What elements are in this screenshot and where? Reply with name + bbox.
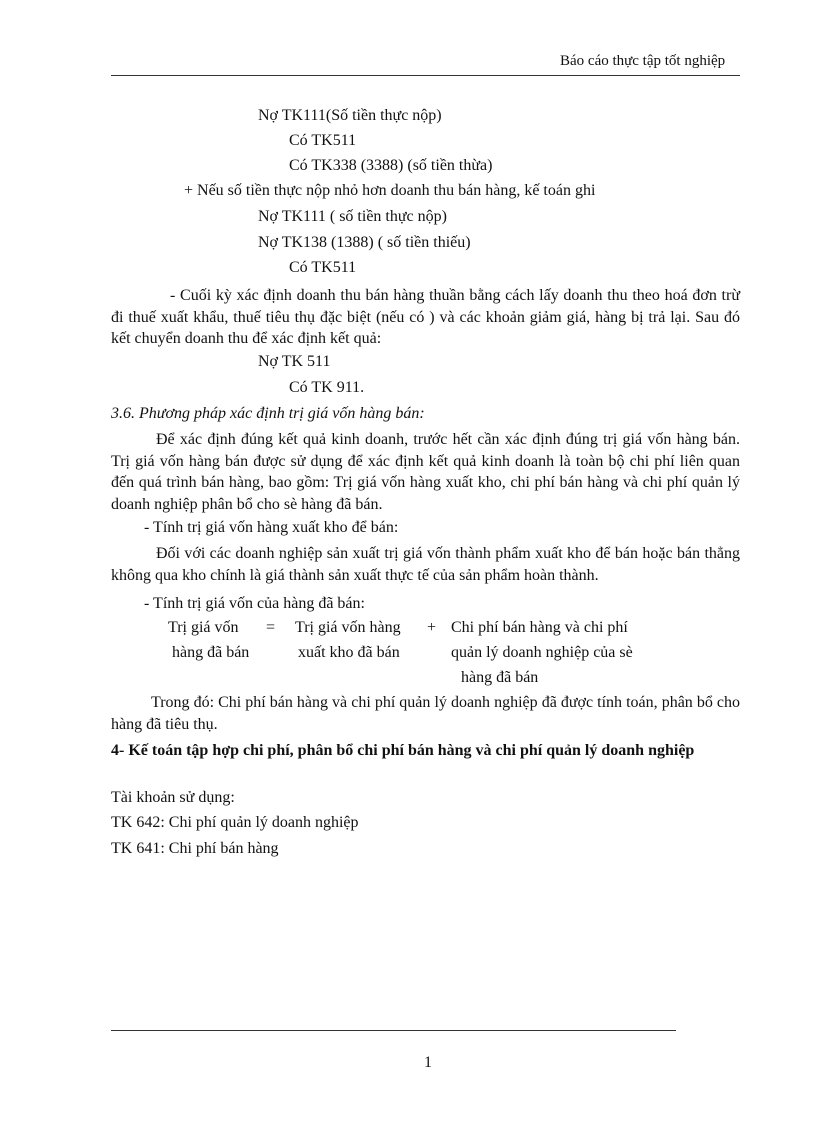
section-heading-4: 4- Kế toán tập hợp chi phí, phân bổ chi phí bán hàng và chi phí quản lý doanh nghiệp	[111, 742, 695, 759]
header-rule	[111, 75, 740, 76]
entry-co-tk511: Có TK511	[289, 132, 357, 149]
formula-term-c-line3: hàng đã bán	[461, 669, 539, 686]
bullet-cost-export: - Tính trị giá vốn hàng xuất kho để bán:	[144, 519, 399, 536]
formula-term-b-line2: xuất kho đã bán	[298, 644, 400, 661]
paragraph-where: Trong đó: Chi phí bán hàng và chi phí quản lý doanh nghiệp đã được tính toán, phân bổ cho hàng đã tiêu thụ.	[111, 694, 740, 733]
account-tk641: TK 641: Chi phí bán hàng	[111, 840, 279, 857]
entry-co-tk511-b: Có TK511	[289, 259, 357, 276]
section-heading-3-6: 3.6. Phương pháp xác định trị giá vốn hàng bán:	[111, 405, 425, 422]
formula-equals: =	[266, 619, 276, 636]
note-underpaid: + Nếu số tiền thực nộp nhỏ hơn doanh thu bán hàng, kế toán ghi	[184, 182, 596, 199]
formula-plus: +	[427, 619, 437, 636]
paragraph-cost-intro: Để xác định đúng kết quả kinh doanh, trước hết cần xác định đúng trị giá vốn hàng bán. Trị giá vốn hàng bán được sử dụng để xác định kết quả kinh doanh là toàn bộ chi phí liên quan đến quá trình bán hàng, bao gồm: Trị giá vốn hàng xuất kho, chi phí bán hàng và chi phí quản lý doanh nghiệp phân bổ cho sè hàng đã bán.	[111, 431, 740, 513]
bullet-cost-sold: - Tính trị giá vốn của hàng đã bán:	[144, 595, 365, 612]
formula-term-c-line1: Chi phí bán hàng và chi phí	[451, 619, 628, 636]
entry-no-tk111: Nợ TK111(Số tiền thực nộp)	[258, 107, 442, 124]
paragraph-manufacturer: Đối với các doanh nghiệp sản xuất trị giá vốn thành phẩm xuất kho để bán hoặc bán thẳng không qua kho chính là giá thành sản xuất thực tế của sản phẩm hoàn thành.	[111, 545, 740, 584]
formula-term-c-line2: quản lý doanh nghiệp của sè	[451, 644, 633, 661]
entry-no-tk511: Nợ TK 511	[258, 353, 331, 370]
header-title: Báo cáo thực tập tốt nghiệp	[560, 53, 726, 69]
formula-term-a-line1: Trị giá vốn	[168, 619, 239, 636]
accounts-used-label: Tài khoản sử dụng:	[111, 789, 235, 806]
footer-rule	[111, 1030, 676, 1031]
page-number: 1	[424, 1054, 432, 1071]
account-tk642: TK 642: Chi phí quản lý doanh nghiệp	[111, 814, 359, 831]
entry-no-tk138: Nợ TK138 (1388) ( số tiền thiếu)	[258, 234, 471, 251]
paragraph-period-end: - Cuối kỳ xác định doanh thu bán hàng thuần bằng cách lấy doanh thu theo hoá đơn trừ đi thuế xuất khẩu, thuế tiêu thụ đặc biệt (nếu có ) và các khoản giảm giá, hàng bị trả lại. Sau đó kết chuyển doanh thu để xác định kết quả:	[111, 287, 740, 347]
entry-co-tk911: Có TK 911.	[289, 379, 365, 396]
formula-term-b-line1: Trị giá vốn hàng	[295, 619, 401, 636]
entry-co-tk338: Có TK338 (3388) (số tiền thừa)	[289, 157, 493, 174]
formula-term-a-line2: hàng đã bán	[172, 644, 250, 661]
entry-no-tk111-b: Nợ TK111 ( số tiền thực nộp)	[258, 208, 447, 225]
